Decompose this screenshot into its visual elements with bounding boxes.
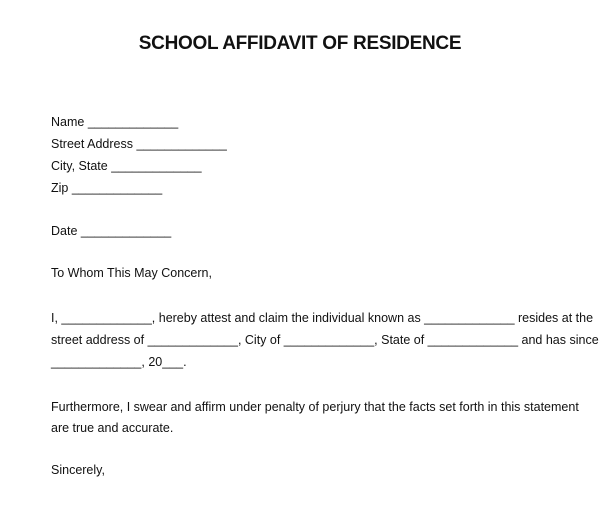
furthermore-line-2: are true and accurate.: [51, 421, 174, 435]
closing: Sincerely,: [51, 463, 105, 477]
date-field: Date _____________: [51, 224, 172, 238]
body-line-2: street address of _____________, City of _____________, State of _____________ and has since: [51, 333, 599, 347]
document-title: SCHOOL AFFIDAVIT OF RESIDENCE: [138, 33, 462, 54]
body-line-3: _____________, 20___.: [51, 355, 187, 369]
name-field: Name _____________: [51, 115, 179, 129]
zip-field: Zip _____________: [51, 181, 163, 195]
furthermore-line-1: Furthermore, I swear and affirm under penalty of perjury that the facts set forth in this statement: [51, 400, 579, 414]
city-state-field: City, State _____________: [51, 159, 202, 173]
greeting: To Whom This May Concern,: [51, 266, 212, 280]
street-address-field: Street Address _____________: [51, 137, 227, 151]
body-line-1: I, _____________, hereby attest and claim the individual known as _____________ resides at the: [51, 311, 594, 325]
